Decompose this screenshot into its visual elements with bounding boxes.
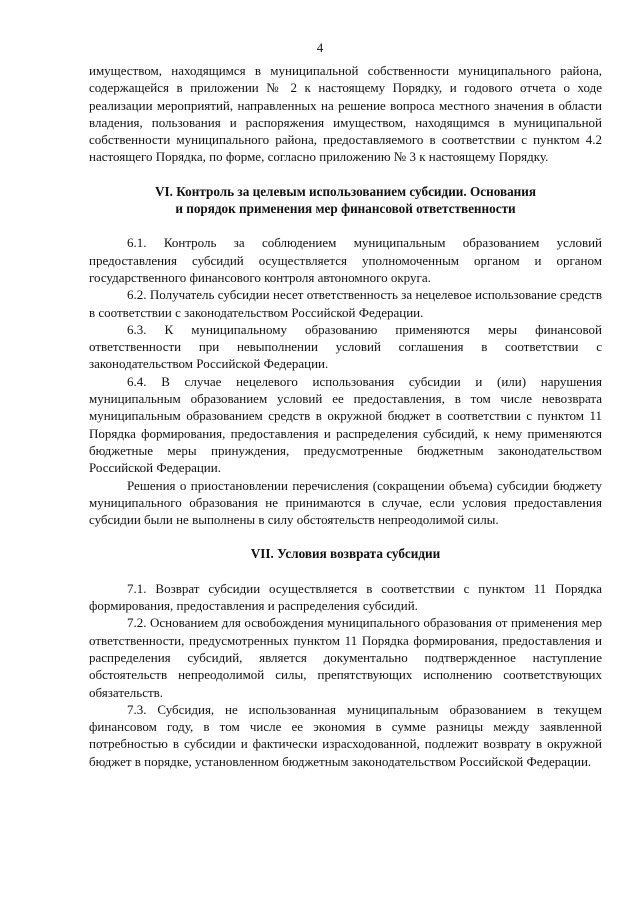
section-6-heading-line-1: VI. Контроль за целевым использованием субсидии. Основания	[155, 183, 536, 199]
spacer	[89, 563, 602, 580]
section-7-paragraph-2: 7.2. Основанием для освобождения муниципального образования от применения мер ответственности, предусмотренных пунктом 11 Порядка формирования, предоставления и распределения субсидий, является документально подтвержденное наступление обстоятельств непреодолимой силы, препятствующих исполнению соответствующих обязательств.	[89, 615, 602, 700]
page-content	[89, 62, 602, 770]
intro-paragraph: имуществом, находящимся в муниципальной собственности муниципального района, содержащейся в приложении № 2 к настоящему Порядку, и годового отчета о ходе реализации мероприятий, направленных на решение вопроса местного значения в области владения, пользования и распоряжения имуществом, находящимся в муниципальной собственности муниципального района, предоставляемого в соответствии с пунктом 4.2 настоящего Порядка, по форме, согласно приложению № 3 к настоящему Порядку.	[89, 63, 602, 165]
spacer	[89, 217, 602, 234]
section-7-heading: VII. Условия возврата субсидии	[250, 546, 441, 562]
section-6-paragraph-5: Решения о приостановлении перечисления (сокращении объема) субсидии бюджету муниципального образования не принимаются в случае, если условия предоставления субсидии были не выполнены в силу обстоятельств непреодолимой силы.	[89, 477, 602, 528]
section-6-paragraph-4: 6.4. В случае нецелевого использования субсидии и (или) нарушения муниципальным образованием условий ее предоставления, в том числе невозврата муниципальным образованием средств в окружной бюджет в соответствии с пунктом 11 Порядка формирования, предоставления и распределения субсидий, к нему применяются бюджетные меры принуждения, предусмотренные бюджетным законодательством Российской Федерации.	[89, 373, 602, 476]
spacer	[89, 528, 602, 545]
section-6-paragraph-3: 6.3. К муниципальному образованию применяются меры финансовой ответственности при невыполнении условий соглашения в соответствии с законодательством Российской Федерации.	[89, 321, 602, 372]
section-6-heading-line-2: и порядок применения мер финансовой ответственности	[175, 201, 516, 217]
section-7-paragraph-1: 7.1. Возврат субсидии осуществляется в соответствии с пунктом 11 Порядка формирования, предоставления и распределения субсидий.	[89, 580, 602, 614]
section-7-paragraph-3: 7.3. Субсидия, не использованная муниципальным образованием в текущем финансовом году, в том числе ее экономия в сумме разницы между заявленной потребностью в субсидии и фактически израсходованной, подлежит возврату в окружной бюджет в порядке, установленном бюджетным законодательством Российской Федерации.	[89, 701, 602, 769]
page-number: 4	[316, 40, 324, 55]
spacer	[89, 166, 602, 183]
section-6-paragraph-1: 6.1. Контроль за соблюдением муниципальным образованием условий предоставления субсидий осуществляется уполномоченным органом и органом государственного финансового контроля автономного округа.	[89, 235, 602, 285]
section-6-paragraph-2: 6.2. Получатель субсидии несет ответственность за нецелевое использование средств в соответствии с законодательством Российской Федерации.	[89, 287, 602, 320]
